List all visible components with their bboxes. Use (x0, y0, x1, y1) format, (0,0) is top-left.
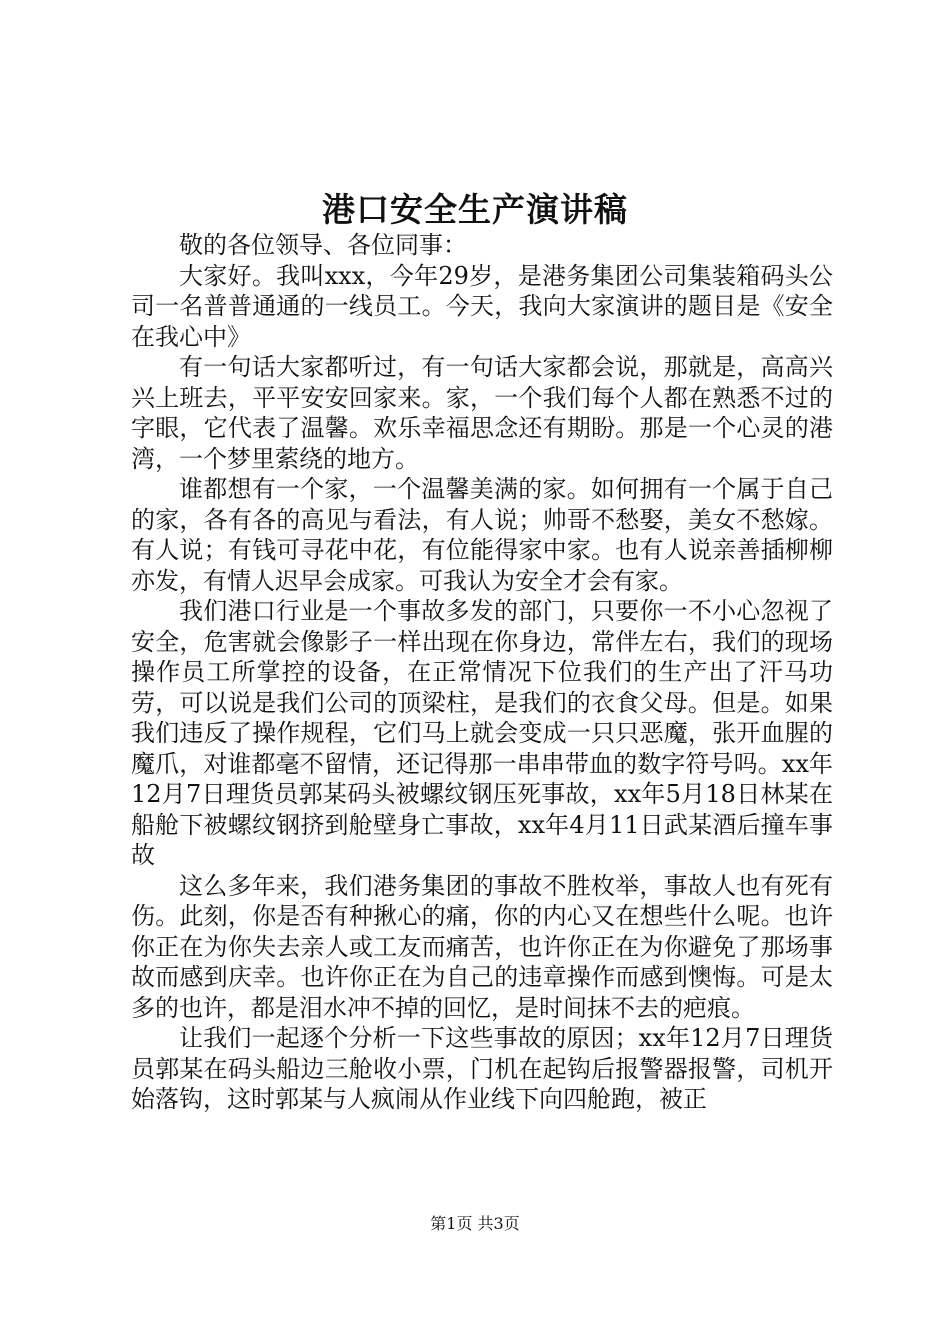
document-title: 港口安全生产演讲稿 (322, 190, 628, 229)
page-footer: 第1页 共3页 (430, 1214, 520, 1233)
paragraph-analysis: 让我们一起逐个分析一下这些事故的原因；xx年12月7日理货员郭某在码头船边三舱收小票，门机在起钩后报警器报警，司机开始落钩，这时郭某与人疯闹从作业线下向四舱跑，被正 (131, 1024, 833, 1113)
paragraph-family: 谁都想有一个家，一个温馨美满的家。如何拥有一个属于自己的家，各有各的高见与看法，有人说；帅哥不愁娶，美女不愁嫁。有人说；有钱可寻花中花，有位能得家中家。也有人说亲善插柳柳亦发，有情人迟早会成家。可我认为安全才会有家。 (131, 475, 833, 595)
paragraph-salutation: 敬的各位领导、各位同事： (179, 231, 467, 259)
paragraph-greeting: 大家好。我叫xxx，今年29岁，是港务集团公司集装箱码头公司一名普普通通的一线员工。今天，我向大家演讲的题目是《安全在我心中》 (131, 261, 833, 351)
paragraph-port-industry: 我们港口行业是一个事故多发的部门，只要你一不小心忽视了安全，危害就会像影子一样出现在你身边，常伴左右，我们的现场操作员工所掌控的设备，在正常情况下位我们的生产出了汗马功劳，可以说是我们公司的顶梁柱，是我们的衣食父母。但是。如果我们违反了操作规程，它们马上就会变成一只只恶魔，张开血腥的魔爪，对谁都毫不留情，还记得那一串串带血的数字符号吗。xx年12月7日理货员郭某码头被螺纹钢压死事故，xx年5月18日林某在船舱下被螺纹钢挤到舱壁身亡事故，xx年4月11日武某酒后撞车事故 (131, 597, 833, 869)
paragraph-accidents: 这么多年来，我们港务集团的事故不胜枚举，事故人也有死有伤。此刻，你是否有种揪心的痛，你的内心又在想些什么呢。也许你正在为你失去亲人或工友而痛苦，也许你正在为你避免了那场事故而感到庆幸。也许你正在为自己的违章操作而感到懊悔。可是太多的也许，都是泪水冲不掉的回忆，是时间抹不去的疤痕。 (131, 871, 833, 1022)
paragraph-home: 有一句话大家都听过，有一句话大家都会说，那就是，高高兴兴上班去，平平安安回家来。家，一个我们每个人都在熟悉不过的字眼，它代表了温馨。欢乐幸福思念还有期盼。那是一个心灵的港湾，一个梦里萦绕的地方。 (131, 353, 833, 473)
document-body (131, 230, 833, 1115)
